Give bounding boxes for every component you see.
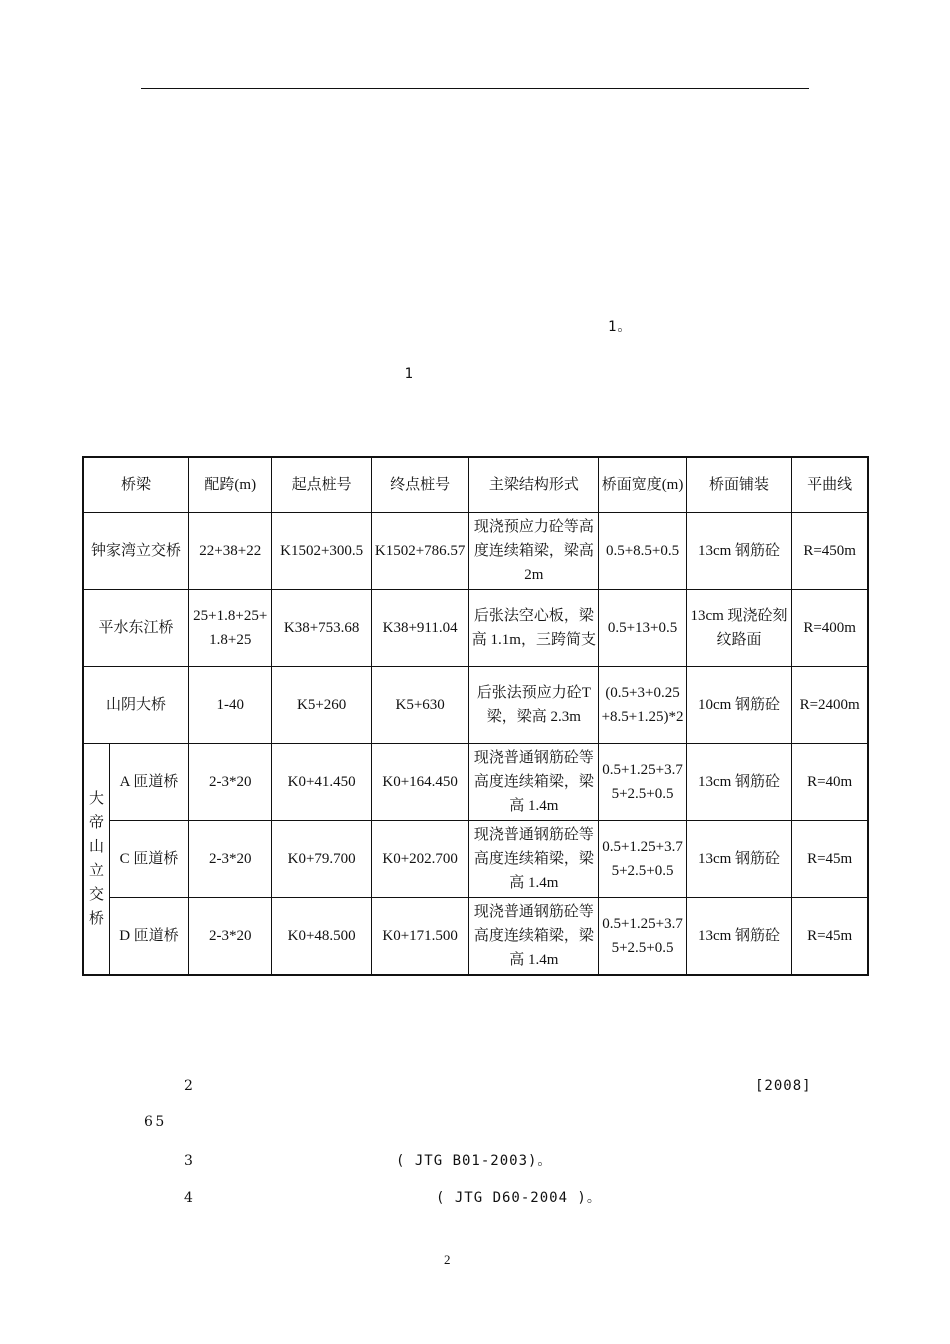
header-end: 终点桩号	[371, 457, 468, 513]
header-curve: 平曲线	[792, 457, 868, 513]
cell-width: (0.5+3+0.25+8.5+1.25)*2	[599, 667, 686, 744]
table-row	[83, 821, 868, 898]
table-header-row	[83, 457, 868, 513]
para1-line2-b: 1。	[608, 319, 633, 335]
reference-item-2-b: [2008]	[710, 1078, 812, 1094]
cell-end: K1502+786.57	[371, 513, 468, 590]
section-heading-1	[188, 226, 283, 247]
header-paving: 桥面铺装	[686, 457, 792, 513]
table-row	[83, 590, 868, 667]
cell-paving: 13cm 钢筋砼	[686, 898, 792, 976]
table-caption-number: 1	[404, 366, 414, 382]
cell-width: 0.5+8.5+0.5	[599, 513, 686, 590]
cell-end: K38+911.04	[371, 590, 468, 667]
group-name-char: 帝	[88, 815, 104, 831]
para1-line1-a	[182, 280, 463, 300]
page-number: 2	[444, 1252, 451, 1267]
cell-structure: 现浇普通钢筋砼等高度连续箱梁，梁高 1.4m	[469, 821, 599, 898]
cell-structure: 后张法预应力砼T 梁，梁高 2.3m	[469, 667, 599, 744]
para1-line2-a	[144, 316, 557, 336]
cell-name: D 匝道桥	[109, 898, 188, 976]
cell-span: 2-3*20	[189, 821, 272, 898]
header-rule	[141, 88, 809, 89]
reference-item-4-b: ( JTG D60-2004 )。	[436, 1190, 602, 1206]
cell-curve: R=450m	[792, 513, 868, 590]
table-row	[83, 513, 868, 590]
reference-item-2-c: 65	[144, 1114, 233, 1130]
cell-span: 22+38+22	[189, 513, 272, 590]
cell-end: K5+630	[371, 667, 468, 744]
group-name-char: 山	[88, 839, 104, 855]
table-row	[83, 898, 868, 976]
table-row	[83, 667, 868, 744]
group-name-char: 大	[88, 791, 104, 807]
group-name-cell	[83, 744, 109, 976]
header-start: 起点桩号	[272, 457, 372, 513]
cell-paving: 13cm 钢筋砼	[686, 744, 792, 821]
cell-structure: 现浇预应力砼等高度连续箱梁，梁高 2m	[469, 513, 599, 590]
cell-span: 2-3*20	[189, 744, 272, 821]
document-title	[318, 124, 578, 147]
cell-paving: 13cm 钢筋砼	[686, 513, 792, 590]
cell-span: 2-3*20	[189, 898, 272, 976]
section-heading-2	[188, 1020, 283, 1041]
cell-span: 25+1.8+25+1.8+25	[189, 590, 272, 667]
table-caption	[376, 363, 560, 383]
cell-span: 1-40	[189, 667, 272, 744]
cell-start: K5+260	[272, 667, 372, 744]
cell-name: 山阴大桥	[83, 667, 189, 744]
cell-start: K0+48.500	[272, 898, 372, 976]
cell-name: C 匝道桥	[109, 821, 188, 898]
cell-curve: R=40m	[792, 744, 868, 821]
cell-structure: 现浇普通钢筋砼等高度连续箱梁，梁高 1.4m	[469, 744, 599, 821]
cell-end: K0+164.450	[371, 744, 468, 821]
table-row	[83, 744, 868, 821]
header-structure: 主梁结构形式	[469, 457, 599, 513]
header-span: 配跨(m)	[189, 457, 272, 513]
para1-line1-c	[635, 280, 784, 300]
cell-end: K0+171.500	[371, 898, 468, 976]
group-name-char: 桥	[88, 911, 104, 927]
cell-paving: 13cm 现浇砼刻纹路面	[686, 590, 792, 667]
cell-paving: 10cm 钢筋砼	[686, 667, 792, 744]
header-width: 桥面宽度(m)	[599, 457, 686, 513]
cell-name: 平水东江桥	[83, 590, 189, 667]
reference-item-4-a: 4	[184, 1190, 410, 1206]
cell-name: A 匝道桥	[109, 744, 188, 821]
group-name-char: 交	[88, 887, 104, 903]
cell-paving: 13cm 钢筋砼	[686, 821, 792, 898]
cell-name: 钟家湾立交桥	[83, 513, 189, 590]
cell-structure: 后张法空心板，梁高 1.1m，三跨简支	[469, 590, 599, 667]
cell-start: K0+41.450	[272, 744, 372, 821]
cell-curve: R=2400m	[792, 667, 868, 744]
cell-width: 0.5+13+0.5	[599, 590, 686, 667]
table-caption-prefix	[376, 366, 390, 382]
cell-width: 0.5+1.25+3.75+2.5+0.5	[599, 821, 686, 898]
cell-curve: R=400m	[792, 590, 868, 667]
header-bridge: 桥梁	[83, 457, 189, 513]
cell-start: K0+79.700	[272, 821, 372, 898]
cell-end: K0+202.700	[371, 821, 468, 898]
cell-width: 0.5+1.25+3.75+2.5+0.5	[599, 898, 686, 976]
cell-structure: 现浇普通钢筋砼等高度连续箱梁，梁高 1.4m	[469, 898, 599, 976]
reference-item-3-a: 3	[184, 1153, 377, 1169]
cell-start: K38+753.68	[272, 590, 372, 667]
para1-line1-b	[503, 280, 619, 300]
reference-item-2-a: 2	[184, 1078, 608, 1094]
cell-curve: R=45m	[792, 821, 868, 898]
reference-item-3-b: ( JTG B01-2003)。	[396, 1153, 553, 1169]
cell-start: K1502+300.5	[272, 513, 372, 590]
group-name-char: 立	[88, 863, 104, 879]
cell-curve: R=45m	[792, 898, 868, 976]
bridge-table	[82, 456, 869, 976]
table-caption-text	[428, 366, 560, 382]
cell-width: 0.5+1.25+3.75+2.5+0.5	[599, 744, 686, 821]
